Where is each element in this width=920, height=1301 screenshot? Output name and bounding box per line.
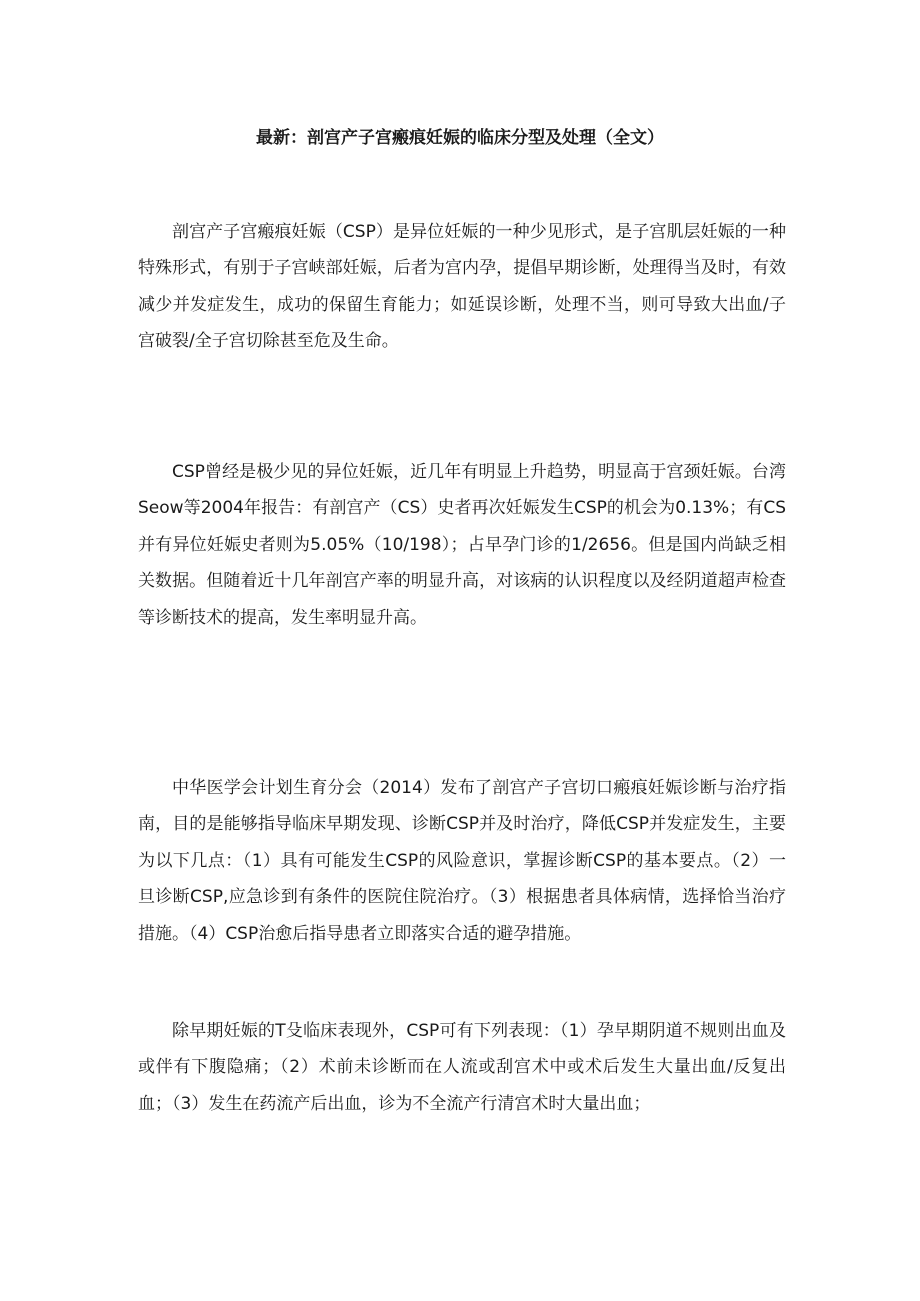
paragraph-text: 剖宫产子宫瘢痕妊娠（CSP）是异位妊娠的一种少见形式，是子宫肌层妊娠的一种特殊形式，有别于子宫峡部妊娠，后者为宫内孕，提倡早期诊断，处理得当及时，有效减少并发症发生，成功的保留生育能力；如延误诊断，处理不当，则可导致大出血/子宫破裂/全子宫切除甚至危及生命。	[138, 222, 786, 352]
paragraph-text: CSP曾经是极少见的异位妊娠，近几年有明显上升趋势，明显高于宫颈妊娠。台湾Seow等2004年报告：有剖宫产（CS）史者再次妊娠发生CSP的机会为0.13%；有CS并有异位妊娠史者则为5.05%（10/198）；占早孕门诊的1/2656。但是国内尚缺乏相关数据。但随着近十几年剖宫产率的明显升高，对该病的认识程度以及经阴道超声检查等诊断技术的提高，发生率明显升高。	[138, 462, 786, 628]
paragraph-text: 除早期妊娠的T殳临床表现外，CSP可有下列表现：（1）孕早期阴道不规则出血及或伴有下腹隐痛；（2）术前未诊断而在人流或刮宫术中或术后发生大量出血/反复出血；（3）发生在药流产后出血，诊为不全流产行清宫术时大量出血；	[138, 1021, 786, 1114]
document-title: 最新：剖宫产子宫瘢痕妊娠的临床分型及处理（全文）	[256, 128, 664, 148]
paragraph-intro	[138, 214, 786, 360]
paragraph-incidence	[138, 454, 786, 636]
paragraph-text: 中华医学会计划生育分会（2014）发布了剖宫产子宫切口瘢痕妊娠诊断与治疗指南，目的是能够指导临床早期发现、诊断CSP并及时治疗，降低CSP并发症发生，主要为以下几点：（1）具有可能发生CSP的风险意识，掌握诊断CSP的基本要点。（2）一旦诊断CSP,应急诊到有条件的医院住院治疗。（3）根据患者具体病情，选择恰当治疗措施。（4）CSP治愈后指导患者立即落实合适的避孕措施。	[138, 778, 786, 944]
paragraph-guideline	[138, 770, 786, 952]
paragraph-symptoms	[138, 1013, 786, 1122]
